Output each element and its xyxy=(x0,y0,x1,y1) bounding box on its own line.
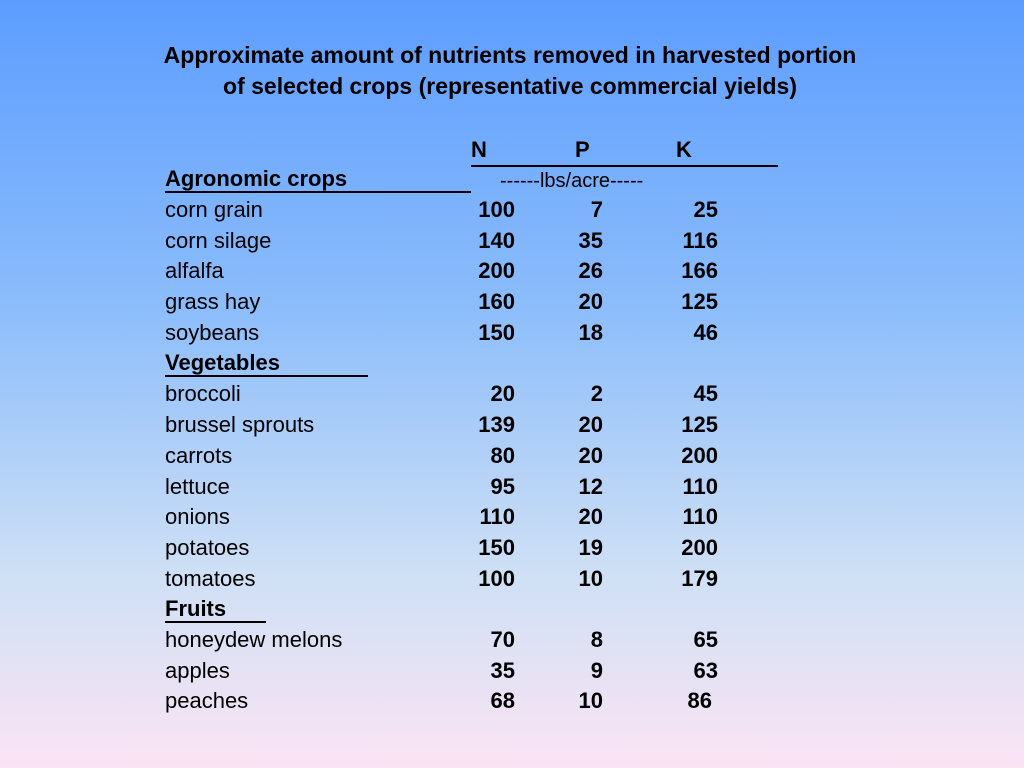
n-value: 80 xyxy=(490,443,515,468)
p-value: 20 xyxy=(578,289,603,314)
p-value: 19 xyxy=(578,535,603,560)
crop-name: corn silage xyxy=(165,228,272,253)
table-row xyxy=(165,226,725,256)
column-header-p: P xyxy=(575,137,590,162)
n-value: 110 xyxy=(479,504,515,529)
crop-name: tomatoes xyxy=(165,566,256,591)
k-value: 116 xyxy=(682,228,718,253)
k-value: 110 xyxy=(682,504,718,529)
p-value: 2 xyxy=(590,381,603,406)
k-value: 110 xyxy=(682,474,718,499)
crop-name: onions xyxy=(165,504,230,529)
k-value: 63 xyxy=(693,658,718,683)
k-value: 25 xyxy=(693,197,718,222)
table-row xyxy=(165,441,725,471)
table-row xyxy=(165,472,725,502)
p-value: 9 xyxy=(590,658,603,683)
n-value: 95 xyxy=(490,474,515,499)
table-row xyxy=(165,318,725,348)
n-value: 35 xyxy=(490,658,515,683)
k-value: 65 xyxy=(693,627,718,652)
table-row xyxy=(165,564,725,594)
n-value: 100 xyxy=(478,197,515,222)
crop-name: honeydew melons xyxy=(165,627,343,652)
k-value: 200 xyxy=(681,535,718,560)
table-row xyxy=(165,256,725,286)
k-value: 166 xyxy=(681,258,718,283)
crop-name: carrots xyxy=(165,443,233,468)
table-row xyxy=(165,686,725,716)
k-value: 125 xyxy=(681,412,718,437)
crop-name: brussel sprouts xyxy=(165,412,315,437)
n-value: 20 xyxy=(490,381,515,406)
table-row xyxy=(165,195,725,225)
table-row xyxy=(165,502,725,532)
section-heading-label: Fruits xyxy=(165,596,227,621)
p-value: 35 xyxy=(578,228,603,253)
crop-name: lettuce xyxy=(165,474,230,499)
column-header-n: N xyxy=(471,137,487,162)
slide-title: Approximate amount of nutrients removed in harvested portion of selected crops (representative commercial yields) xyxy=(163,42,857,99)
section-heading-label: Agronomic crops xyxy=(165,166,348,191)
n-value: 150 xyxy=(478,320,515,345)
table-row xyxy=(165,379,725,409)
p-value: 12 xyxy=(578,474,603,499)
n-value: 68 xyxy=(490,688,515,713)
section-heading-vegetables xyxy=(165,348,368,377)
crop-name: potatoes xyxy=(165,535,250,560)
crop-name: corn grain xyxy=(165,197,263,222)
n-value: 100 xyxy=(478,566,515,591)
n-value: 150 xyxy=(478,535,515,560)
table-row xyxy=(165,410,725,440)
crop-name: apples xyxy=(165,658,230,683)
k-value: 46 xyxy=(693,320,718,345)
p-value: 8 xyxy=(590,627,603,652)
table-row xyxy=(165,625,725,655)
k-value: 125 xyxy=(681,289,718,314)
n-value: 200 xyxy=(478,258,515,283)
p-value: 20 xyxy=(578,504,603,529)
table-row xyxy=(165,656,725,686)
column-header-k: K xyxy=(676,137,692,162)
p-value: 18 xyxy=(578,320,603,345)
n-value: 70 xyxy=(490,627,515,652)
crop-name: soybeans xyxy=(165,320,260,345)
column-header-row xyxy=(471,135,778,167)
p-value: 10 xyxy=(578,688,603,713)
p-value: 26 xyxy=(578,258,603,283)
section-heading-label: Vegetables xyxy=(165,350,280,375)
p-value: 20 xyxy=(578,443,603,468)
k-value: 45 xyxy=(693,381,718,406)
table-row xyxy=(165,533,725,563)
crop-name: alfalfa xyxy=(165,258,224,283)
n-value: 139 xyxy=(478,412,515,437)
units-label: ------lbs/acre----- xyxy=(500,170,644,192)
crop-name: broccoli xyxy=(165,381,241,406)
k-value: 86 xyxy=(687,688,712,713)
crop-name: peaches xyxy=(165,688,249,713)
n-value: 140 xyxy=(478,228,515,253)
section-heading-agronomic xyxy=(165,164,471,193)
table-row xyxy=(165,287,725,317)
k-value: 200 xyxy=(681,443,718,468)
n-value: 160 xyxy=(478,289,515,314)
p-value: 7 xyxy=(590,197,603,222)
p-value: 20 xyxy=(578,412,603,437)
k-value: 179 xyxy=(681,566,718,591)
section-heading-fruits xyxy=(165,594,266,623)
p-value: 10 xyxy=(578,566,603,591)
crop-name: grass hay xyxy=(165,289,261,314)
